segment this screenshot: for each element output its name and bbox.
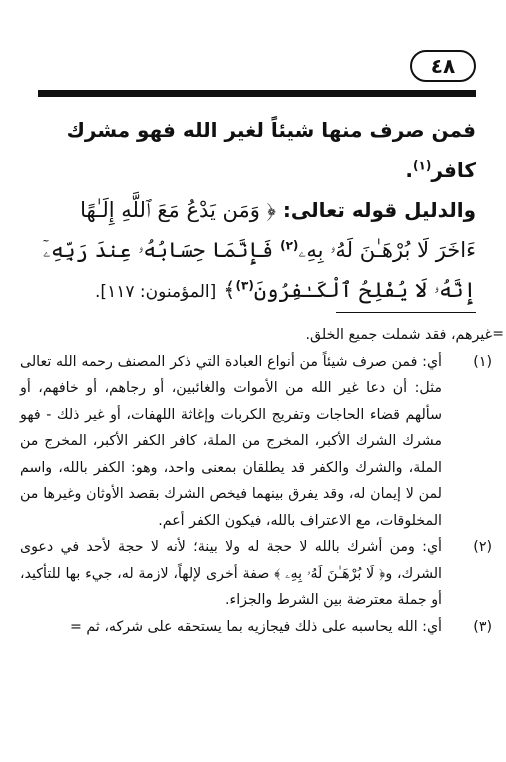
footnote-3 [20, 614, 492, 641]
main-paragraph: فمن صرف منها شيئاً لغير الله فهو مشرك كافر$^{(١)}$. [66, 118, 476, 182]
footnote-separator [336, 312, 476, 313]
footnote-2-text: أي: ومن أشرك بالله لا حجة له ولا بينة؛ لأنه لا حجة لأحد في دعوى الشرك، و﴿ لَا بُرْهَـٰنَ لَهُۥ بِهِۦ ﴾ صفة أخرى لإلهاً، لازمة له، جيء بها للتأكيد، أو جملة معترضة بين الشرط والجزاء. [20, 539, 442, 608]
footnote-3-text: أي: الله يحاسبه على ذلك فيجازيه بما يستحقه على شركه، ثم = [70, 618, 442, 635]
main-sentence: فمن صرف منها شيئاً لغير الله فهو مشرك كافر [66, 118, 476, 182]
footnote-2-number: (٢) [473, 539, 492, 555]
footnote-1 [20, 349, 492, 535]
footnote-ref-2[interactable]: (٢) [280, 238, 299, 253]
footnote-1-text: أي: فمن صرف شيئاً من أنواع العبادة التي ذكر المصنف رحمه الله تعالى مثل: أن دعا غير الله من الأموات والغائبين، أو رجاهم، أو خافهم، أو سألهم قضاء الحاجات وتفريج الكربات وإغاثة اللهفات، أو غير ذلك - فهو مشرك الشرك الأكبر، المخرج من الملة، كافر الكفر الأكبر، المخرج من الملة، والشرك والكفر قد يطلقان بمعنى واحد، وهو: الكفر بالله، واسم لمن لا إيمان له، وقد يفرق بينهما فيخص الشرك بقصد الأوثان وغيرها من المخلوقات، مع الاعتراف بالله، فيكون الكفر أعم. [20, 353, 442, 529]
footnote-3-number: (٣) [473, 618, 492, 635]
footnote-3-continuation-mark: = [70, 618, 82, 635]
header-rule [38, 90, 476, 97]
quran-verse-part2: فَإِنَّمَا حِسَابُهُۥ عِندَ رَبِّهِۦٓ إِنَّهُۥ لَا يُفْلِحُ ٱلْكَـٰفِرُونَ [43, 238, 476, 302]
footnote-2 [20, 534, 492, 614]
evidence-paragraph [38, 190, 476, 312]
page-number: ٤٨ [410, 50, 476, 82]
footnotes [20, 322, 492, 640]
main-text [38, 110, 476, 312]
evidence-intro: والدليل قوله تعالى: [282, 198, 476, 222]
continuation-mark: = [492, 326, 504, 342]
quran-verse-part1: ﴿ وَمَن يَدْعُ مَعَ ٱللَّهِ إِلَـٰهًا ءَاخَرَ لَا بُرْهَـٰنَ لَهُۥ بِهِۦ [80, 198, 476, 262]
quran-bracket-close: ﴾ [223, 278, 236, 302]
footnote-ref-1[interactable]: (١) [413, 158, 432, 173]
footnote-1-number: (١) [473, 353, 492, 370]
verse-reference: [المؤمنون: ١١٧]. [95, 282, 217, 302]
footnote-continuation: غيرهم، فقد شملت جميع الخلق. [305, 327, 492, 343]
footnote-ref-3[interactable]: (٣) [235, 278, 254, 293]
